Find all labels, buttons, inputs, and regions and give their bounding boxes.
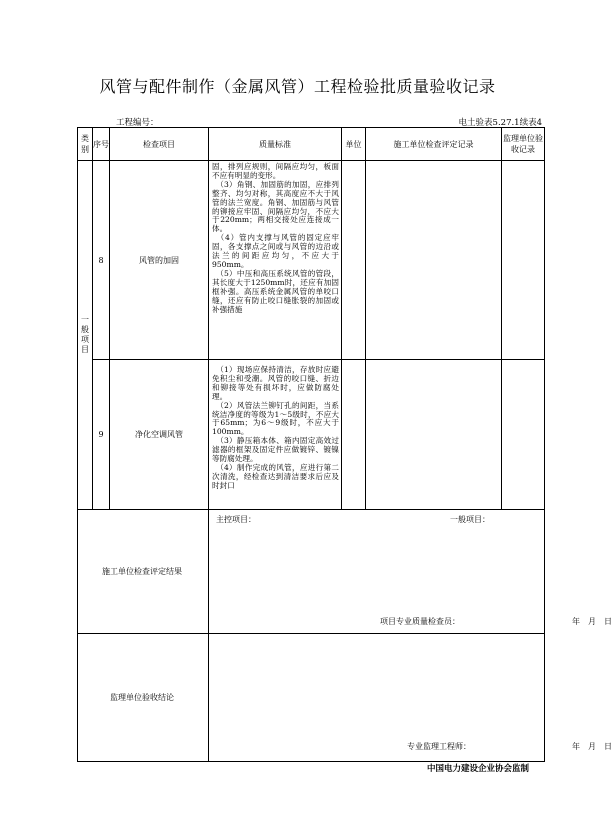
construction-eval-cell[interactable] — [209, 510, 612, 634]
supervision-eval-cell[interactable] — [209, 634, 612, 762]
header-supervision-record: 监理单位验收记录 — [502, 128, 545, 161]
supervision-eval-row — [78, 634, 545, 762]
row-construction-record-cell[interactable] — [366, 360, 502, 510]
footer-issuer: 中国电力建设企业协会监制 — [426, 764, 529, 774]
header-item: 检查项目 — [110, 128, 209, 161]
row-seq: 8 — [93, 161, 110, 360]
row-unit-cell[interactable] — [342, 360, 366, 510]
supervision-eval-label: 监理单位验收结论 — [78, 634, 209, 762]
row-item: 风管的加固 — [110, 161, 209, 360]
inspector-date: 年 月 日 — [572, 617, 612, 626]
row-supervision-record-cell[interactable] — [502, 360, 545, 510]
row-standard: （1）现场应保持清洁，存放时应避免积尘和受潮。风管的咬口缝、折边和铆接等处有损坏时，应做防腐处理。 （2）风管法兰铆钉孔的间距，当系统洁净度的等级为1～5级时，不应大于65mm；为6～9级时，不应大于100mm。 （3）静压箱本体、箱内固定高效过滤器的框架及固定件应做镀锌、镀镍等防腐处理。 （4）制作完成的风管，应进行第二次清洗，经检查达到清洁要求后应及时封口 — [209, 360, 342, 510]
header-construction-record: 施工单位检查评定记录 — [366, 128, 502, 161]
header-category: 类别 — [78, 128, 93, 161]
row-construction-record-cell[interactable] — [366, 161, 502, 360]
table-row — [78, 161, 545, 360]
project-no-label: 工程编号： — [116, 118, 159, 128]
header-row — [78, 128, 545, 161]
page-title: 风管与配件制作（金属风管）工程检验批质量验收记录 — [99, 77, 496, 96]
category-general: 一般项目 — [78, 161, 93, 510]
header-unit: 单位 — [342, 128, 366, 161]
construction-eval-label: 施工单位检查评定结果 — [78, 510, 209, 634]
row-seq: 9 — [93, 360, 110, 510]
inspector-label: 项目专业质量检查员： — [380, 617, 460, 626]
header-standard: 质量标准 — [209, 128, 342, 161]
row-item: 净化空调风管 — [110, 360, 209, 510]
row-unit-cell[interactable] — [342, 161, 366, 360]
construction-eval-row — [78, 510, 545, 634]
form-code: 电土验表5.27.1续表4 — [458, 118, 542, 128]
engineer-date: 年 月 日 — [572, 742, 612, 751]
engineer-label: 专业监理工程师： — [407, 742, 471, 751]
header-seq: 序号 — [93, 128, 110, 161]
main-items-label: 主控项目： — [216, 515, 256, 524]
table-row — [78, 360, 545, 510]
row-standard: 固，排列应规则，间隔应均匀，板面不应有明显的变形。 （3）角钢、加固筋的加固，应排列整齐、均匀对称，其高度应不大于风管的法兰宽度。角钢、加固筋与风管的铆接应牢固、间隔应均匀，不应大于220mm；两相交接处应连接成一体。 （4）管内支撑与风管的固定应牢固，各支撑点之间或与风管的边沿或法兰的间距应均匀，不应大于950mm。 （5）中压和高压系统风管的管段，其长度大于1250mm时，还应有加固框补强。高压系统金属风管的单咬口缝，还应有防止咬口缝胀裂的加固或补强措施 — [209, 161, 342, 360]
general-items-label: 一般项目： — [450, 515, 490, 524]
inspection-table — [77, 127, 612, 762]
row-supervision-record-cell[interactable] — [502, 161, 545, 360]
